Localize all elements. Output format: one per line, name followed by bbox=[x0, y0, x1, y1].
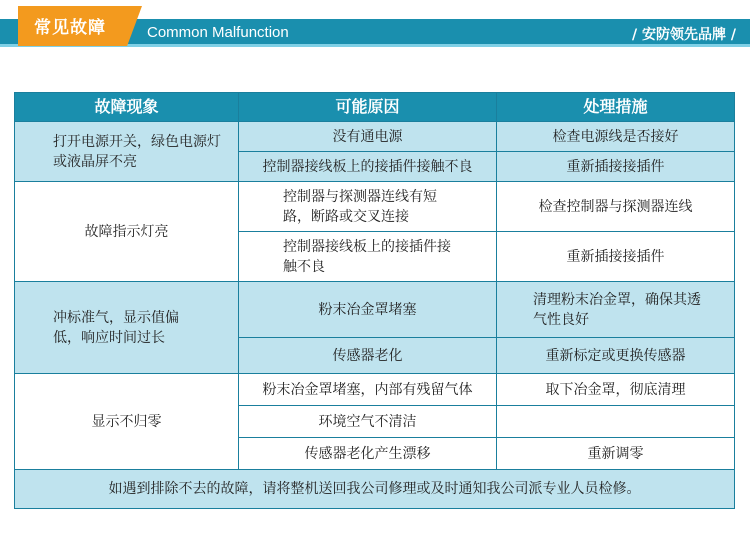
column-header-action: 处理措施 bbox=[497, 93, 735, 122]
table-header-row bbox=[15, 93, 735, 122]
table-row bbox=[15, 182, 735, 232]
cause-cell: 控制器接线板上的接插件接触不良 bbox=[239, 152, 497, 182]
action-cell: 重新插接接插件 bbox=[497, 232, 735, 282]
header-brand: / 安防领先品牌 / bbox=[632, 27, 736, 43]
cause-cell: 控制器接线板上的接插件接触不良 bbox=[239, 232, 497, 282]
cause-cell: 传感器老化 bbox=[239, 338, 497, 374]
symptom-cell: 显示不归零 bbox=[15, 374, 239, 470]
action-cell: 清理粉末冶金罩，确保其透气性良好 bbox=[497, 282, 735, 338]
table-footer-row bbox=[15, 470, 735, 509]
symptom-cell: 冲标准气，显示值偏低，响应时间过长 bbox=[15, 282, 239, 374]
cause-cell: 粉末冶金罩堵塞，内部有残留气体 bbox=[239, 374, 497, 406]
section-header bbox=[0, 0, 750, 60]
table-row bbox=[15, 282, 735, 338]
fault-table bbox=[14, 92, 735, 509]
cause-cell: 控制器与探测器连线有短路，断路或交叉连接 bbox=[239, 182, 497, 232]
symptom-cell: 故障指示灯亮 bbox=[15, 182, 239, 282]
column-header-cause: 可能原因 bbox=[239, 93, 497, 122]
column-header-symptom: 故障现象 bbox=[15, 93, 239, 122]
action-cell: 取下冶金罩，彻底清理 bbox=[497, 374, 735, 406]
header-tab-title: 常见故障 bbox=[34, 18, 106, 38]
cause-cell: 没有通电源 bbox=[239, 122, 497, 152]
action-cell: 重新调零 bbox=[497, 438, 735, 470]
action-cell: 重新标定或更换传感器 bbox=[497, 338, 735, 374]
action-cell: 重新插接接插件 bbox=[497, 152, 735, 182]
table-row bbox=[15, 374, 735, 406]
action-cell: 检查电源线是否接好 bbox=[497, 122, 735, 152]
cause-cell: 粉末冶金罩堵塞 bbox=[239, 282, 497, 338]
cause-cell: 环境空气不清洁 bbox=[239, 406, 497, 438]
footer-note: 如遇到排除不去的故障，请将整机送回我公司修理或及时通知我公司派专业人员检修。 bbox=[15, 470, 735, 509]
action-cell: 检查控制器与探测器连线 bbox=[497, 182, 735, 232]
action-cell bbox=[497, 406, 735, 438]
table-row bbox=[15, 122, 735, 152]
header-subtitle: Common Malfunction bbox=[147, 24, 289, 41]
symptom-cell: 打开电源开关，绿色电源灯或液晶屏不亮 bbox=[15, 122, 239, 182]
cause-cell: 传感器老化产生漂移 bbox=[239, 438, 497, 470]
